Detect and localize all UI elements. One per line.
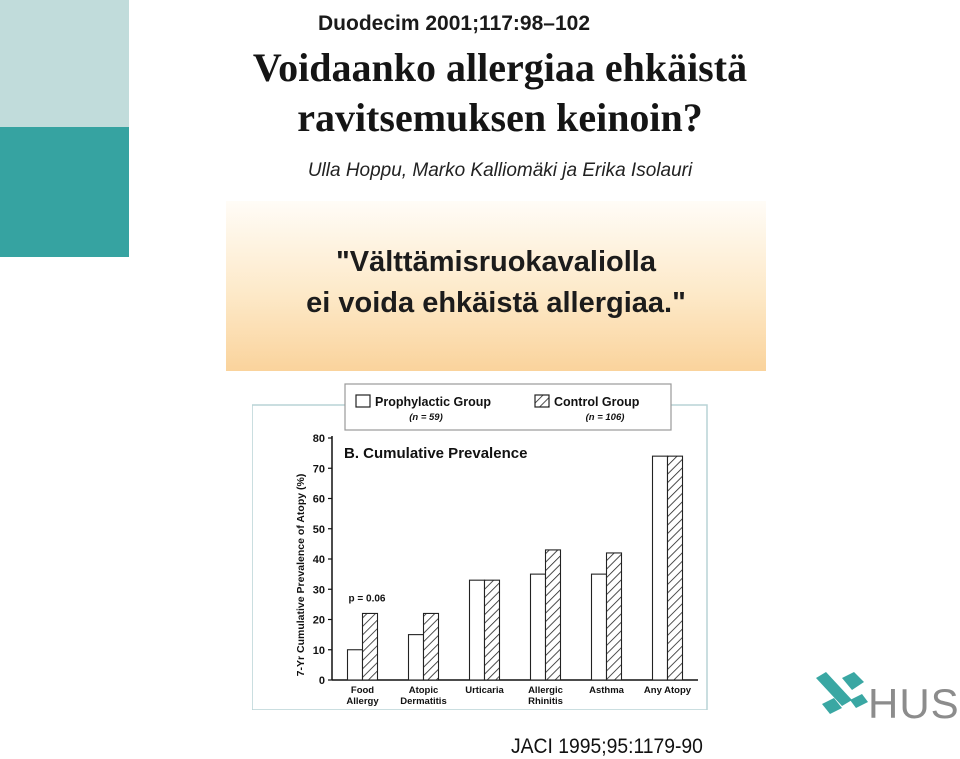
x-tick-label: Allergic xyxy=(528,685,563,696)
y-tick-label: 0 xyxy=(318,675,325,687)
bar-control-5 xyxy=(607,553,622,680)
legend-n-2: (n = 106) xyxy=(585,412,625,423)
y-tick-label: 30 xyxy=(312,584,325,597)
legend-swatch-1 xyxy=(356,395,370,407)
hus-logo xyxy=(812,670,960,728)
decorative-block-dark xyxy=(0,127,129,257)
quote-box xyxy=(226,201,766,371)
decorative-block-light xyxy=(0,0,129,127)
hus-logo-text: HUS xyxy=(868,680,960,727)
legend-n-1: (n = 59) xyxy=(409,412,443,423)
bar-prophylactic-6 xyxy=(653,456,668,680)
legend-label-1: Prophylactic Group xyxy=(375,395,491,409)
y-tick-label: 20 xyxy=(312,614,325,627)
y-tick-label: 70 xyxy=(312,463,325,476)
y-tick-label: 50 xyxy=(312,523,325,536)
y-tick-label: 10 xyxy=(312,644,325,657)
citation: JACI 1995;95:1179-90 xyxy=(511,735,703,758)
x-tick-label: Dermatitis xyxy=(400,696,447,707)
y-axis-label: 7-Yr Cumulative Prevalence of Atopy (%) xyxy=(295,473,307,677)
bar-control-3 xyxy=(485,580,500,680)
bar-control-6 xyxy=(668,456,683,680)
hus-cross-icon xyxy=(812,670,870,726)
article-title xyxy=(150,43,850,143)
x-tick-label: Asthma xyxy=(589,685,624,696)
bar-control-1 xyxy=(363,613,378,680)
legend-swatch-2 xyxy=(535,395,549,407)
y-tick-label: 40 xyxy=(312,554,325,566)
chart-svg xyxy=(252,380,712,710)
x-tick-label: Urticaria xyxy=(465,685,504,696)
bar-control-2 xyxy=(424,613,439,680)
quote-line-1: "Välttämisruokavaliolla xyxy=(336,246,656,278)
x-tick-label: Atopic xyxy=(408,685,439,696)
authors: Ulla Hoppu, Marko Kalliomäki ja Erika Isolauri xyxy=(307,160,693,181)
chart xyxy=(252,380,712,710)
legend-label-2: Control Group xyxy=(554,395,640,409)
article-title-line-1: Voidaanko allergiaa ehkäistä xyxy=(252,45,748,90)
bar-prophylactic-3 xyxy=(470,580,485,680)
x-tick-label: Rhinitis xyxy=(528,696,563,707)
quote-line-2: ei voida ehkäistä allergiaa." xyxy=(306,287,686,319)
chart-title: B. Cumulative Prevalence xyxy=(344,445,528,462)
annotation-1: p = 0.06 xyxy=(348,593,386,605)
y-tick-label: 80 xyxy=(312,433,325,445)
x-tick-label: Any Atopy xyxy=(643,685,692,696)
bar-prophylactic-2 xyxy=(409,635,424,680)
x-tick-label: Allergy xyxy=(346,696,379,707)
journal-reference: Duodecim 2001;117:98–102 xyxy=(318,12,591,35)
article-title-line-2: ravitsemuksen keinoin? xyxy=(297,95,703,140)
bar-prophylactic-5 xyxy=(592,574,607,680)
bar-control-4 xyxy=(546,550,561,680)
x-tick-label: Food xyxy=(350,685,375,696)
bar-prophylactic-4 xyxy=(531,574,546,680)
bar-prophylactic-1 xyxy=(348,650,363,680)
y-tick-label: 60 xyxy=(312,493,325,506)
